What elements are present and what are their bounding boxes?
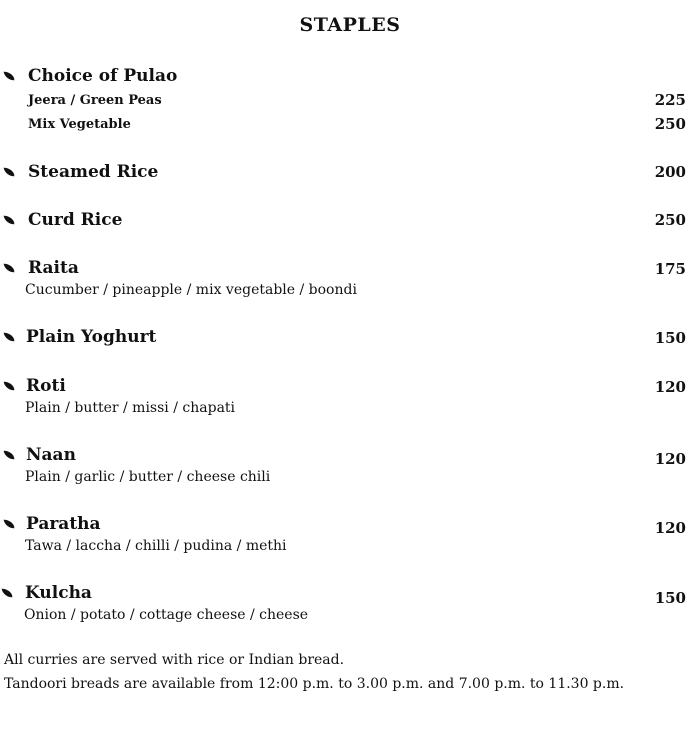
menu-item-paratha: [0, 514, 700, 558]
item-name: Choice of Pulao: [28, 66, 178, 86]
item-description: Tawa / laccha / chilli / pudina / methi: [25, 538, 287, 554]
item-price: 120: [654, 378, 686, 396]
item-price: 200: [654, 163, 686, 181]
item-price: 150: [654, 329, 686, 347]
item-name: Roti: [26, 376, 66, 396]
leaf-bullet-icon: [3, 380, 15, 392]
item-name: Naan: [26, 445, 76, 465]
leaf-bullet-icon: [3, 262, 15, 274]
option-price: 225: [654, 91, 686, 109]
menu-item-pulao: [0, 66, 700, 136]
leaf-bullet-icon: [3, 214, 15, 226]
menu-item-plain-yoghurt: [0, 327, 700, 351]
menu-item-steamed-rice: [0, 162, 700, 186]
option-price: 250: [654, 115, 686, 133]
item-description: Onion / potato / cottage cheese / cheese: [24, 607, 309, 623]
item-price: 120: [654, 450, 686, 468]
item-description: Cucumber / pineapple / mix vegetable / boondi: [25, 282, 357, 298]
item-price: 250: [654, 211, 686, 229]
item-description: Plain / garlic / butter / cheese chili: [25, 469, 271, 485]
item-name: Steamed Rice: [28, 162, 159, 182]
leaf-bullet-icon: [3, 449, 15, 461]
footnote-tandoori-hours: Tandoori breads are available from 12:00 p.m. to 3.00 p.m. and 7.00 p.m. to 11.30 p.m.: [4, 676, 625, 692]
menu-item-roti: [0, 376, 700, 420]
leaf-bullet-icon: [3, 70, 15, 82]
option-label: Mix Vegetable: [28, 117, 131, 132]
menu-item-raita: [0, 258, 700, 302]
leaf-bullet-icon: [1, 587, 13, 599]
item-name: Paratha: [26, 514, 101, 534]
item-name: Curd Rice: [28, 210, 123, 230]
item-description: Plain / butter / missi / chapati: [25, 400, 236, 416]
item-name: Raita: [28, 258, 79, 278]
item-price: 120: [654, 519, 686, 537]
page-title: STAPLES: [299, 14, 401, 36]
leaf-bullet-icon: [3, 166, 15, 178]
menu-item-curd-rice: [0, 210, 700, 234]
leaf-bullet-icon: [3, 518, 15, 530]
leaf-bullet-icon: [3, 331, 15, 343]
item-price: 175: [654, 260, 686, 278]
item-price: 150: [654, 589, 686, 607]
footnote-curries: All curries are served with rice or Indian bread.: [4, 652, 345, 668]
item-name: Kulcha: [25, 583, 92, 603]
menu-item-kulcha: [0, 583, 700, 627]
option-label: Jeera / Green Peas: [28, 93, 162, 108]
item-name: Plain Yoghurt: [26, 327, 157, 347]
menu-item-naan: [0, 445, 700, 489]
